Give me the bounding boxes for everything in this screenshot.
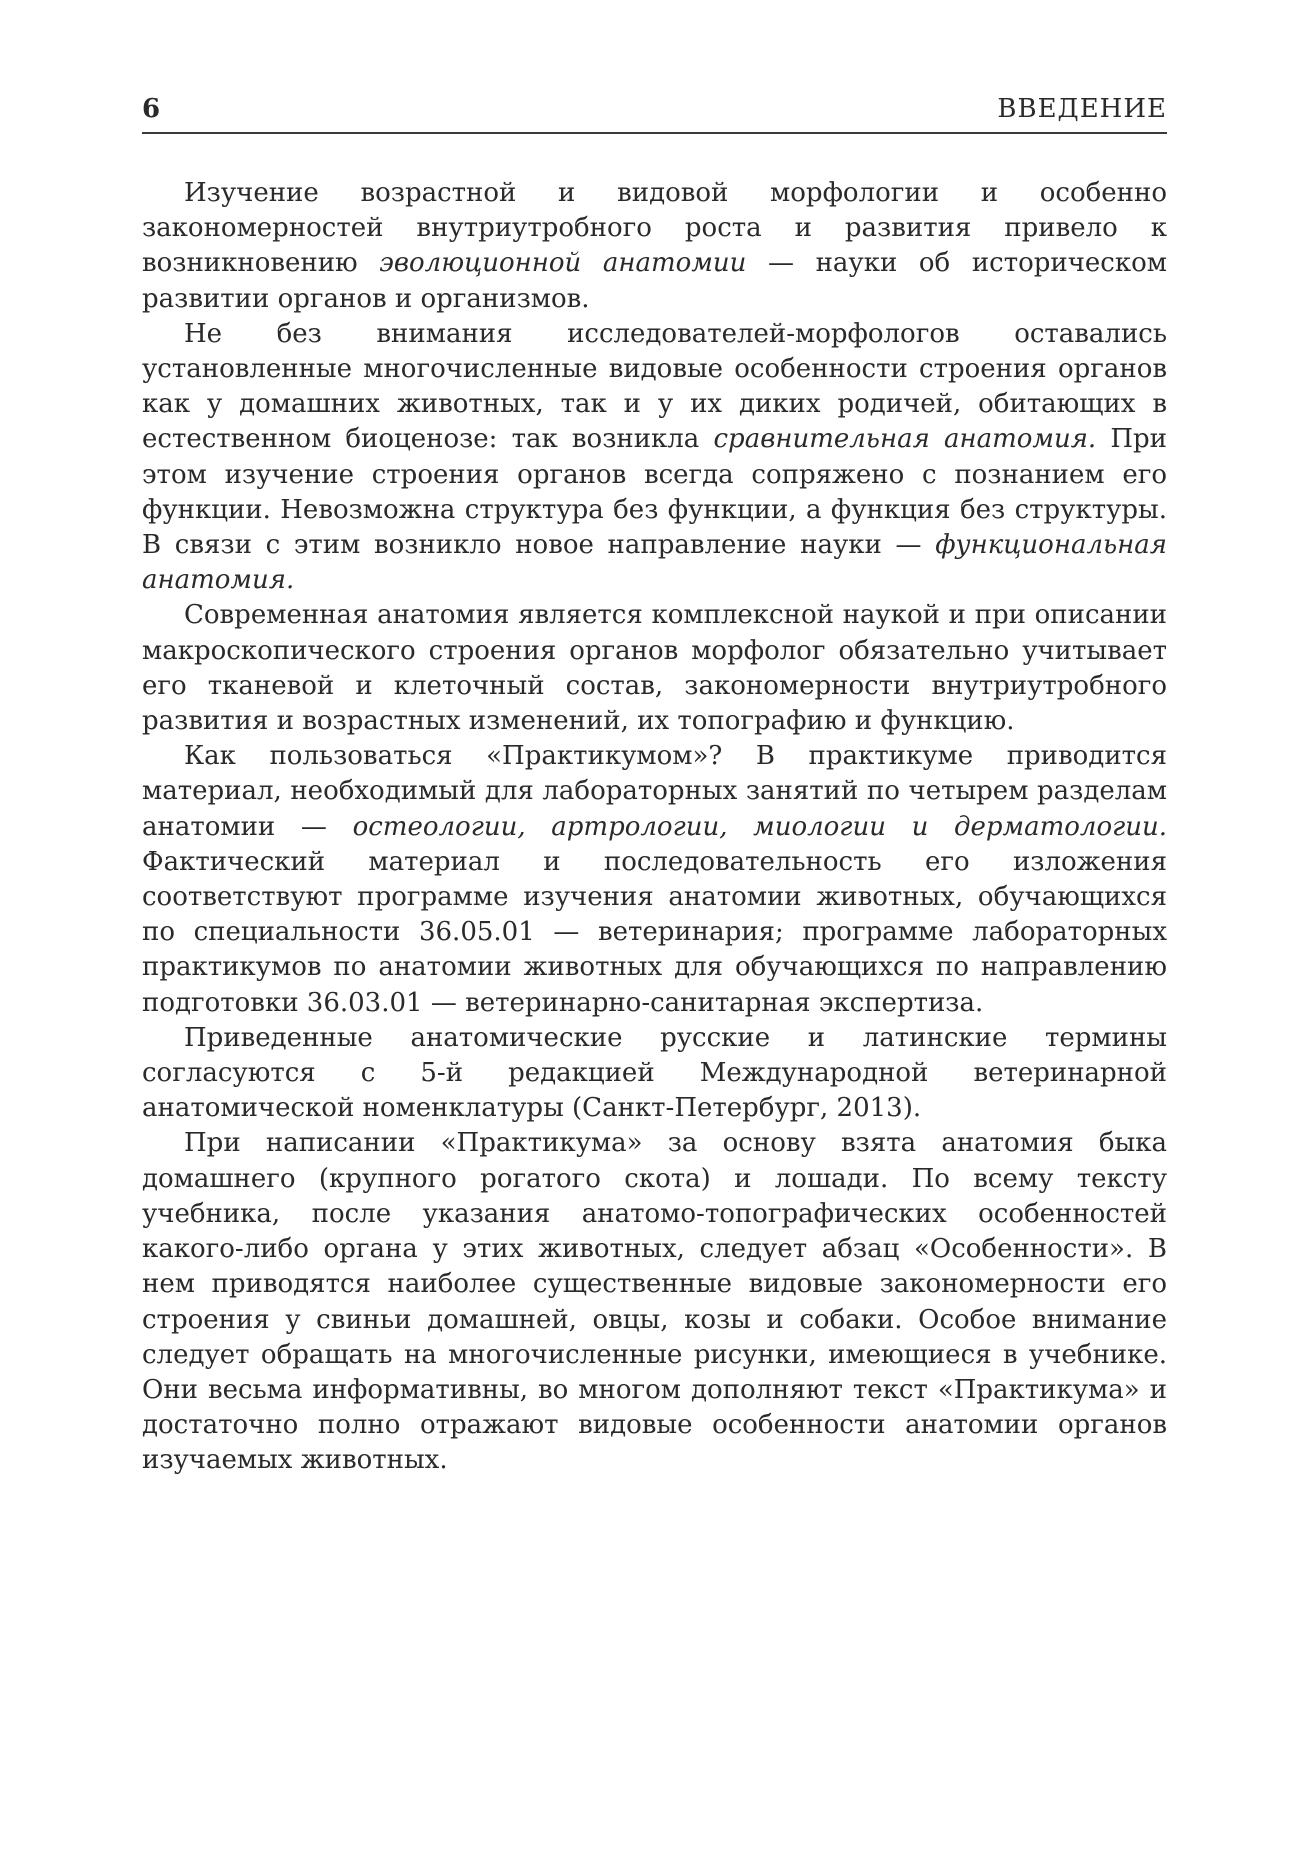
section-title: ВВЕДЕНИЕ <box>997 94 1167 124</box>
text-run: Современная анатомия является комплексной наукой и при описании макроскопического строения органов морфолог обязательно учитывает его тканевой и клеточный состав, закономерности внутриутробного развития и возрастных изменений, их топографию и функцию. <box>142 600 1167 737</box>
document-page <box>142 92 1167 1479</box>
italic-term: функциональная анатомия. <box>142 530 1167 596</box>
text-run: Не без внимания исследователей-морфологов оставались установленные многочисленные видовые особенности строения органов как у домашних животных, так и у их диких родичей, обитающих в естественном биоценозе: так возникла <box>142 318 1167 455</box>
text-run: Как пользоваться «Практикумом»? В практикуме приводится материал, необходимый для лабораторных занятий по четырем разделам анатомии — <box>142 741 1167 842</box>
body-text <box>142 176 1167 1479</box>
text-run: При написании «Практикума» за основу взята анатомия быка домашнего (крупного рогатого скота) и лошади. По всему тексту учебника, после указания анатомо-топографических особенностей какого-либо органа у этих животных, следует абзац «Особенности». В нем приводятся наиболее существенные видовые закономерности его строения у свиньи домашней, овцы, козы и собаки. Особое внимание следует обращать на многочисленные рисунки, имеющиеся в учебнике. Они весьма информативны, во многом дополняют текст «Практикума» и достаточно полно отражают видовые особенности анатомии органов изучаемых животных. <box>142 1128 1167 1476</box>
italic-term: остеологии, артрологии, миологии и дерматологии. <box>352 811 1167 842</box>
page-number: 6 <box>142 94 161 124</box>
running-header <box>142 92 1167 134</box>
italic-term: эволюционной анатомии <box>379 248 747 279</box>
text-run: Фактический материал и последовательность его изложения соответствуют программе изучения анатомии животных, обучающихся по специальности 36.05.01 — ветеринария; программе лабораторных практикумов по анатомии животных для обучающихся по направлению подготовки 36.03.01 — ветеринарно-санитарная экспертиза. <box>142 846 1167 1018</box>
text-run: — науки об историческом развитии органов и организмов. <box>142 248 1167 314</box>
text-run: Изучение возрастной и видовой морфологии и особенно закономерностей внутриутробного роста и развития привело к возникновению <box>142 178 1167 279</box>
text-run: Приведенные анатомические русские и латинские термины согласуются с 5-й редакцией Международной ветеринарной анатомической номенклатуры (Санкт-Петербург, 2013). <box>142 1022 1167 1124</box>
paragraph <box>142 739 1167 1021</box>
paragraph <box>142 598 1167 739</box>
paragraph <box>142 317 1167 599</box>
paragraph <box>142 176 1167 317</box>
italic-term: сравнительная анатомия. <box>713 424 1097 455</box>
paragraph <box>142 1126 1167 1478</box>
paragraph <box>142 1021 1167 1127</box>
text-run: При этом изучение строения органов всегда сопряжено с познанием его функции. Невозможна структура без функции, а функция без структуры. В связи с этим возникло новое направление науки — <box>142 424 1167 561</box>
